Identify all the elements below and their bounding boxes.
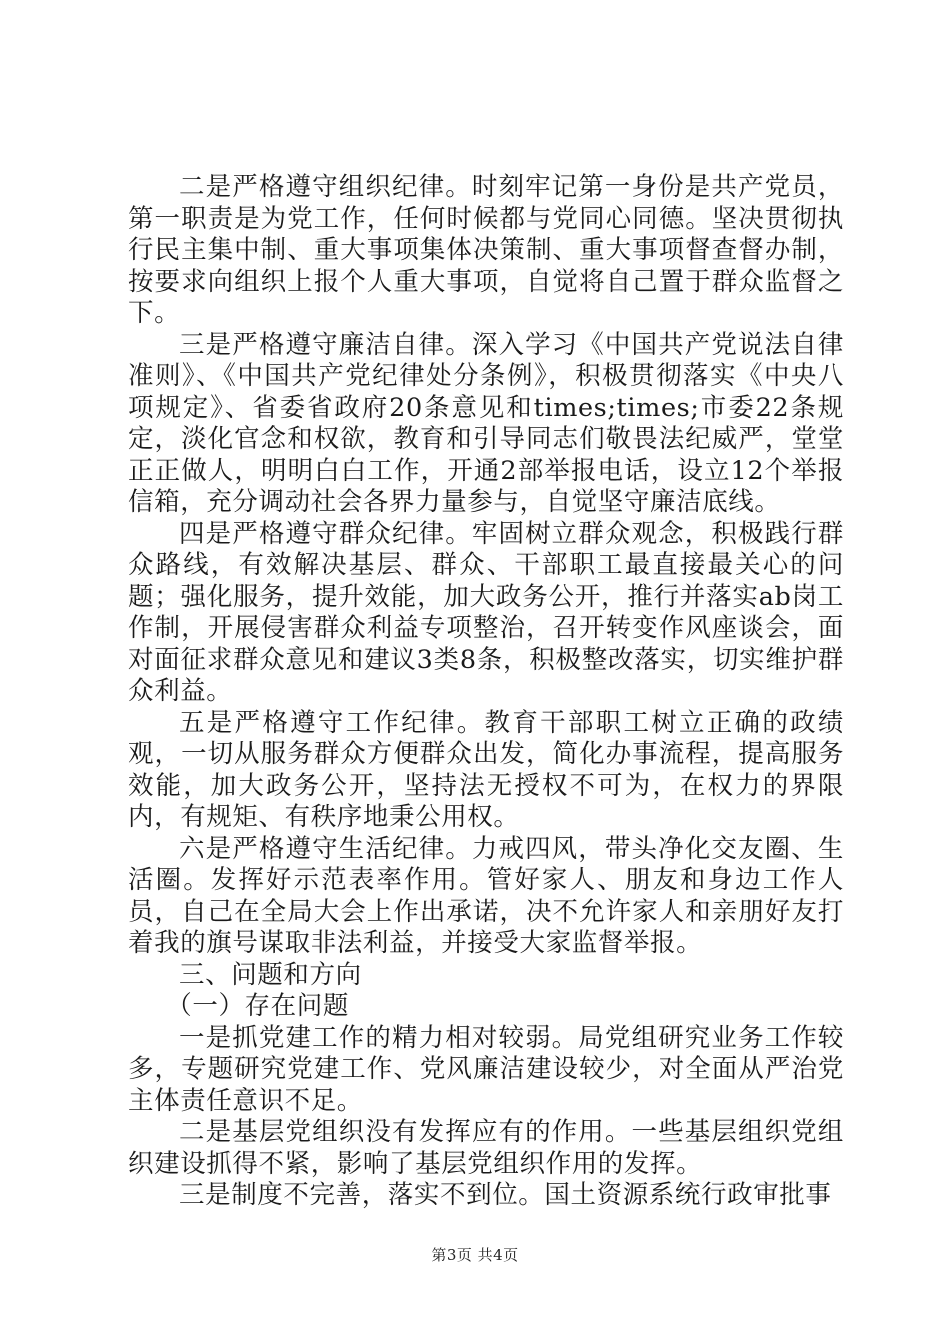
paragraph-work-discipline: 五是严格遵守工作纪律。教育干部职工树立正确的政绩观，一切从服务群众方便群众出发，简化办事流程，提高服务效能，加大政务公开，坚持法无授权不可为，在权力的界限内，有规矩、有秩序地秉公用权。 [128, 707, 844, 832]
paragraph-integrity-self-discipline: 三是严格遵守廉洁自律。深入学习《中国共产党说法自律准则》、《中国共产党纪律处分条例》，积极贯彻落实《中央八项规定》、省委省政府20条意见和times;times;市委22条规定，淡化官念和权欲，教育和引导同志们敬畏法纪威严，堂堂正正做人，明明白白工作，开通2部举报电话，设立12个举报信箱，充分调动社会各界力量参与，自觉坚守廉洁底线。 [128, 329, 844, 517]
paragraph-problem-2: 二是基层党组织没有发挥应有的作用。一些基层组织党组织建设抓得不紧，影响了基层党组织作用的发挥。 [128, 1117, 844, 1179]
paragraph-mass-discipline: 四是严格遵守群众纪律。牢固树立群众观念，积极践行群众路线，有效解决基层、群众、干部职工最直接最关心的问题；强化服务，提升效能，加大政务公开，推行并落实ab岗工作制，开展侵害群众利益专项整治，召开转变作风座谈会，面对面征求群众意见和建议3类8条，积极整改落实，切实维护群众利益。 [128, 518, 844, 706]
sub-heading: （一）存在问题 [166, 991, 349, 1021]
section-heading: 三、问题和方向 [179, 959, 362, 990]
paragraph-life-discipline: 六是严格遵守生活纪律。力戒四风，带头净化交友圈、生活圈。发挥好示范表率作用。管好家人、朋友和身边工作人员，自己在全局大会上作出承诺，决不允许家人和亲朋好友打着我的旗号谋取非法利益，并接受大家监督举报。 [128, 833, 844, 958]
document-body [128, 172, 844, 1212]
page-number-footer: 第3页 共4页 [431, 1246, 519, 1264]
paragraph-organization-discipline: 二是严格遵守组织纪律。时刻牢记第一身份是共产党员，第一职责是为党工作，任何时候都与党同心同德。坚决贯彻执行民主集中制、重大事项集体决策制、重大事项督查督办制，按要求向组织上报个人重大事项，自觉将自己置于群众监督之下。 [128, 172, 844, 328]
paragraph-problem-1: 一是抓党建工作的精力相对较弱。局党组研究业务工作较多，专题研究党建工作、党风廉洁建设较少，对全面从严治党主体责任意识不足。 [128, 1022, 844, 1116]
paragraph-problem-3: 三是制度不完善，落实不到位。国土资源系统行政审批事 [179, 1180, 832, 1210]
